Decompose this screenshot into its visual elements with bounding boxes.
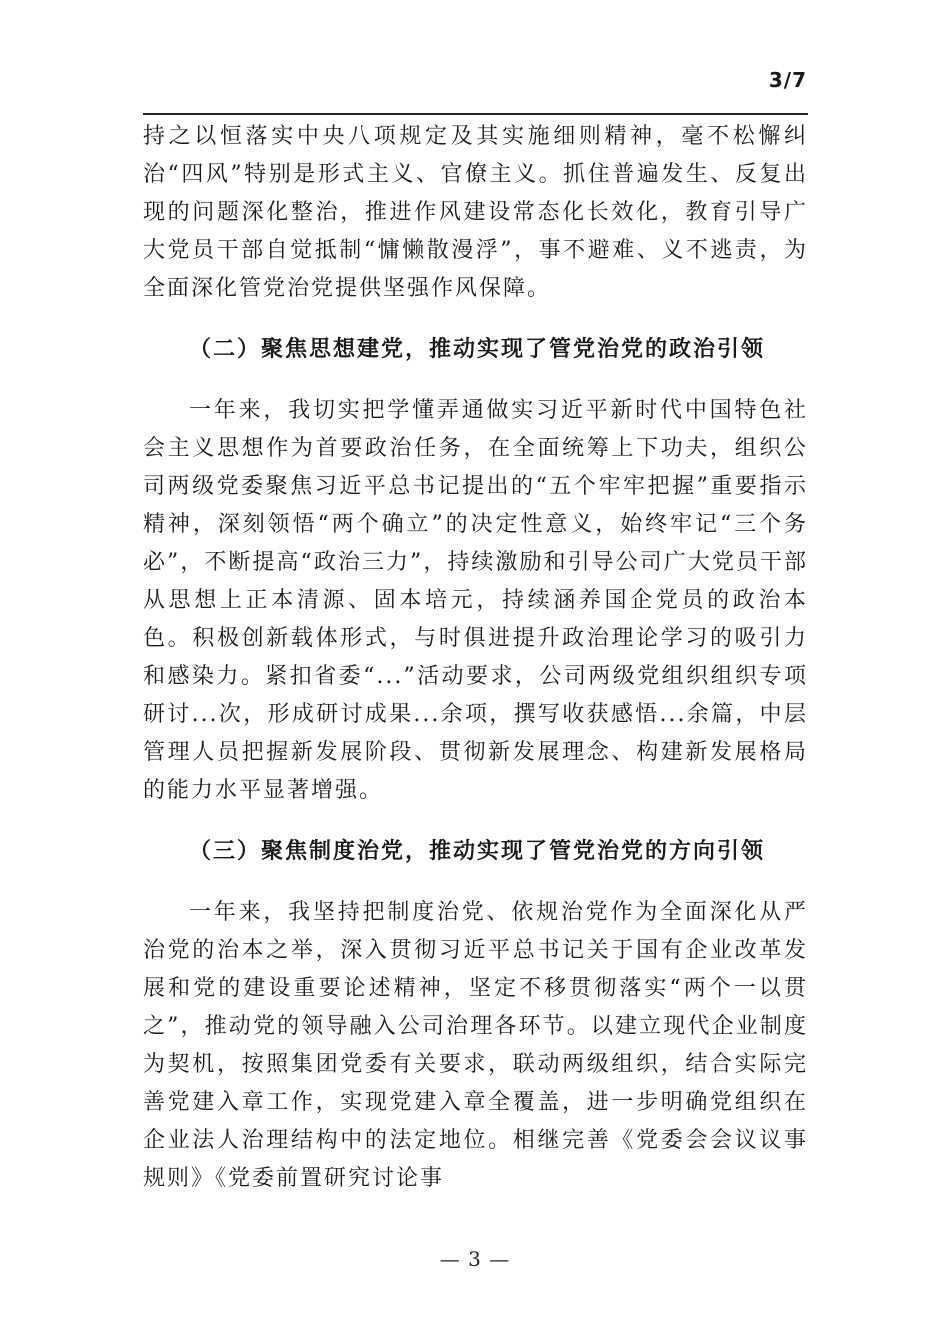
section-heading-2: （二）聚焦思想建党，推动实现了管党治党的政治引领 — [189, 337, 766, 362]
paragraph-institutional-leadership: 一年来，我坚持把制度治党、依规治党作为全面深化从严治党的治本之举，深入贯彻习近平总书记关于国有企业改革发展和党的建设重要论述精神，坚定不移贯彻落实“两个一以贯之”，推动党的领导融入公司治理各环节。以建立现代企业制度为契机，按照集团党委有关要求，联动两级组织，结合实际完善党建入章工作，实现党建入章全覆盖，进一步明确党组织在企业法人治理结构中的法定地位。相继完善《党委会会议议事规则》《党委前置研究讨论事 — [143, 900, 808, 1191]
section-heading-3: （三）聚焦制度治党，推动实现了管党治党的方向引领 — [189, 839, 766, 864]
footer-page-number: — 3 — — [439, 1247, 511, 1271]
header-rule — [143, 113, 808, 115]
paragraph-political-leadership: 一年来，我切实把学懂弄通做实习近平新时代中国特色社会主义思想作为首要政治任务，在全面统筹上下功夫，组织公司两级党委聚焦习近平总书记提出的“五个牢牢把握”重要指示精神，深刻领悟“两个确立”的决定性意义，始终牢记“三个务必”，不断提高“政治三力”，持续激励和引导公司广大党员干部从思想上正本清源、固本培元，持续涵养国企党员的政治本色。积极创新载体形式，与时俱进提升政治理论学习的吸引力和感染力。紧扣省委“...”活动要求，公司两级党组织组织专项研讨...次，形成研讨成果...余项，撰写收获感悟...余篇，中层管理人员把握新发展阶段、贯彻新发展理念、构建新发展格局的能力水平显著增强。 — [143, 398, 808, 803]
document-body — [143, 118, 808, 1198]
paragraph-continued: 持之以恒落实中央八项规定及其实施细则精神，毫不松懈纠治“四风”特别是形式主义、官僚主义。抓住普遍发生、反复出现的问题深化整治，推进作风建设常态化长效化，教育引导广大党员干部自觉抵制“慵懒散漫浮”，事不避难、义不逃责，为全面深化管党治党提供坚强作风保障。 — [143, 124, 808, 301]
page-counter: 3/7 — [768, 68, 807, 92]
